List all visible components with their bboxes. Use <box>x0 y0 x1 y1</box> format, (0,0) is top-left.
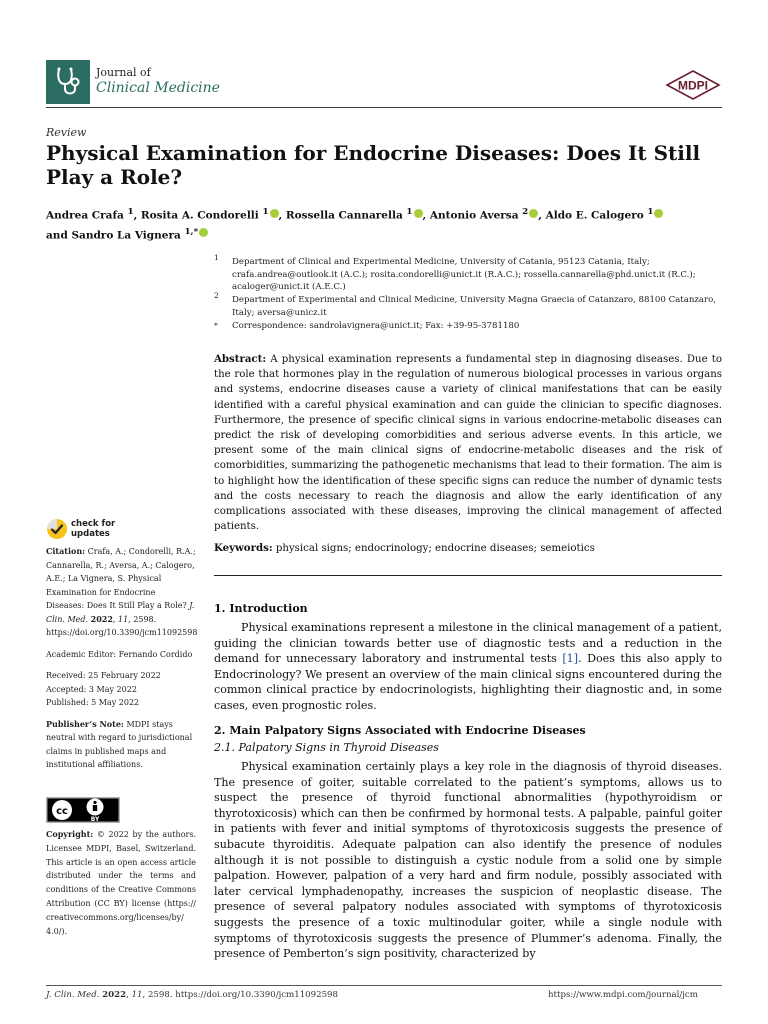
journal-name-line1: Journal of <box>96 66 151 79</box>
published-date: Published: 5 May 2022 <box>46 698 140 707</box>
citation-volume: 11 <box>117 614 129 624</box>
affiliation-item <box>214 320 724 333</box>
affiliation-item <box>214 253 724 294</box>
author-affiliation-mark: 2 <box>522 207 529 217</box>
copyright-label: Copyright: <box>46 829 94 839</box>
citation-doi[interactable]: , 2598. https://doi.org/10.3390/jcm11092598 <box>46 614 198 637</box>
abstract <box>214 352 722 534</box>
footer-journal-url[interactable]: https://www.mdpi.com/journal/jcm <box>548 990 698 1000</box>
publisher-note-label: Publisher’s Note: <box>46 718 124 729</box>
orcid-icon[interactable] <box>654 209 663 218</box>
paragraph-text: Physical examinations represent a milestone in the clinical management of a patient, guiding the clinician towards better use of diagnostic tests and a reduction in the demand for unnecessary laboratory and instrumental tests <box>214 621 722 666</box>
article-info-sidebar <box>46 545 196 780</box>
author-affiliation-mark: 1 <box>127 207 134 217</box>
body-paragraph <box>214 620 722 714</box>
author-name: Sandro La Vignera <box>71 229 181 241</box>
mdpi-logo-icon <box>665 70 721 100</box>
affiliation-number: 2 <box>214 291 219 301</box>
paragraph-text: . Does this also apply to Endocrinology? We present an overview of the main clinical signs encountered during the common clinical practice by endocrinologists, highlighting their diagnostic and, in some cases, even prognostic roles. <box>214 652 723 712</box>
abstract-divider <box>214 575 722 576</box>
keywords-label: Keywords: <box>214 542 273 554</box>
footer-doi-link[interactable]: , 2598. https://doi.org/10.3390/jcm11092598 <box>142 990 338 1000</box>
affiliation-text: Department of Experimental and Clinical Medicine, University Magna Graecia of Catanzaro, 88100 Catanzaro, Italy; aversa@unicz.it <box>232 295 717 318</box>
journal-logo-icon <box>46 60 90 104</box>
citation-label: Citation: <box>46 546 86 556</box>
citation-block: Citation: Crafa, A.; Condorelli, R.A.; Cannarella, R.; Aversa, A.; Calogero, A.E.; La Vignera, S. Physical Examination for Endocrine Diseases: Does It Still Play a Role? J. Clin. Med. 2022, 11, 2598. https://doi.org/10.3390/jcm11092598 <box>46 546 198 637</box>
license-badge-text: BY <box>90 816 100 823</box>
svg-text:cc: cc <box>56 806 68 817</box>
journal-name-line2: Clinical Medicine <box>96 80 220 96</box>
subsection-heading: 2.1. Palpatory Signs in Thyroid Diseases <box>214 741 439 754</box>
check-label-line1: check for <box>71 519 116 529</box>
citation-year: 2022 <box>90 613 113 624</box>
check-for-updates-label <box>71 520 115 539</box>
abstract-text: A physical examination represents a fundamental step in diagnosing diseases. Due to the role that hormones play in the regulation of numerous biological processes in various organs and systems, endocrine diseases cause a variety of clinical manifestations that can be easily identified with a careful physical examination and can guide the clinician to specific diagnoses. Furthermore, the presence of specific clinical signs in various endocrine-metabolic diseases can predict the risk of developing comorbidities and serious adverse events. In this article, we present some of the main clinical signs of endocrine-metabolic diseases and the risk of comorbidities, summarizing the pathogenetic mechanisms that lead to their formation. The aim is to highlight how the identification of these specific signs can reduce the number of dynamic tests and the costs necessary to reach the diagnosis and allow the early identification of any complications associated with these diseases, improving the clinical management of affected patients. <box>214 354 722 533</box>
author-conjunction: and <box>46 229 68 241</box>
section-heading: 1. Introduction <box>214 602 308 615</box>
abstract-label: Abstract: <box>214 353 267 365</box>
publisher-note-text: MDPI stays neutral with regard to jurisdictional claims in published maps and institutional affiliations. <box>46 719 193 769</box>
author-name: Rosita A. Condorelli <box>140 209 259 222</box>
author-list: Andrea Crafa $^1$, Rosita A. Condorelli $^1$ , Rossella Cannarella $^1$ , Antonio Aversa $^2$ , Aldo E. Calogero $^1$ and Sandro La Vignera $^{1,*}$ <box>46 204 722 243</box>
affiliation-item <box>214 291 724 319</box>
publisher-note <box>46 718 196 772</box>
check-for-updates-button[interactable] <box>46 518 146 542</box>
footer-journal: J. Clin. Med. <box>46 990 100 1000</box>
orcid-icon[interactable] <box>199 228 208 237</box>
footer-divider <box>46 985 722 986</box>
dates-block <box>46 669 196 710</box>
footer-citation: J. Clin. Med. 2022, 11, 2598. https://doi.org/10.3390/jcm11092598 <box>46 990 338 1000</box>
author-name: Rossella Cannarella <box>285 209 403 222</box>
keywords-text: physical signs; endocrinology; endocrine diseases; semeiotics <box>275 543 595 554</box>
orcid-icon[interactable] <box>414 209 423 218</box>
correspondence-text: Correspondence: sandrolavignera@unict.it; Fax: +39-95-3781180 <box>232 320 520 331</box>
footer-year: 2022 <box>102 990 127 1000</box>
mdpi-logo-text: MDPI <box>678 78 708 93</box>
author-name: Andrea Crafa <box>46 209 124 222</box>
copyright-notice <box>46 828 196 938</box>
accepted-date: Accepted: 3 May 2022 <box>46 684 137 694</box>
stethoscope-logo-icon <box>46 60 90 104</box>
check-label-line2: updates <box>71 528 110 539</box>
body-paragraph: Physical examination certainly plays a key role in the diagnosis of thyroid diseases. The presence of goiter, suitable correlated to the patient’s symptoms, allows us to suspect the presence of thyroid functional abnormalities (hypothyroidism or thyrotoxicosis) which can then be confirmed by hormonal tests. A palpable, painful goiter in patients with fever and initial symptoms of thyrotoxicosis suggests the presence of subacute thyroiditis. Adequate palpation can also identify the presence of nodules although it is not possible to distinguish a cystic nodule from a solid one by simple palpation. However, palpation of a very hard and firm nodule, possibly associated with later cervical lymphadenopathy, increases the suspicion of neoplastic disease. The presence of several palpatory nodules associated with symptoms of thyrotoxicosis suggests the presence of a toxic multinodular goiter, while a single nodule with symptoms of thyrotoxicosis suggests the presence of Plummer’s adenoma. Finally, the presence of Pemberton’s sign positivity, characterized by <box>214 760 722 961</box>
author-name: Antonio Aversa <box>429 209 519 222</box>
keywords <box>214 542 722 554</box>
author-affiliation-mark: 1 <box>262 207 269 217</box>
citation-journal: J. Clin. Med. <box>46 601 195 624</box>
footer-volume: 11 <box>131 990 143 1000</box>
header-divider <box>46 107 722 108</box>
author-affiliation-mark: 1 <box>647 207 654 217</box>
citation-link[interactable]: [1] <box>562 652 579 666</box>
check-for-updates-icon <box>46 518 68 540</box>
author-affiliation-mark: 1 <box>406 207 413 217</box>
received-date: Received: 25 February 2022 <box>46 671 161 680</box>
section-heading: 2. Main Palpatory Signs Associated with Endocrine Diseases <box>214 724 586 737</box>
orcid-icon[interactable] <box>529 209 538 218</box>
author-name: Aldo E. Calogero <box>545 209 644 222</box>
affiliation-number: 1 <box>214 253 219 262</box>
affiliations <box>214 253 724 332</box>
citation-text: Crafa, A.; Condorelli, R.A.; Cannarella, R.; Aversa, A.; Calogero, A.E.; La Vignera, S. Physical Examination for Endocrine Diseases: Does It Still Play a Role? <box>46 547 196 610</box>
copyright-text: © 2022 by the authors. Licensee MDPI, Basel, Switzerland. This article is an open access article distributed under the terms and conditions of the Creative Commons Attribution (CC BY) license (https:// creativecommons.org/licenses/by/ 4.0/). <box>46 830 196 936</box>
cc-license-badge[interactable] <box>46 797 120 823</box>
affiliation-text: Department of Clinical and Experimental Medicine, University of Catania, 95123 Catania, Italy; crafa.andrea@outlook.it (A.C.); rosita.condorelli@unict.it (R.A.C.); rossella.cannarella@phd.unict.it (R.C.); acaloger@unict.it (A.E.C.) <box>232 257 696 293</box>
orcid-icon[interactable] <box>270 209 279 218</box>
article-type: Review <box>46 126 87 139</box>
affiliation-number: * <box>214 320 218 330</box>
academic-editor: Academic Editor: Fernando Cordido <box>46 649 193 659</box>
author-affiliation-mark: 1,* <box>184 226 199 237</box>
article-title: Physical Examination for Endocrine Diseases: Does It Still Play a Role? <box>46 141 701 189</box>
